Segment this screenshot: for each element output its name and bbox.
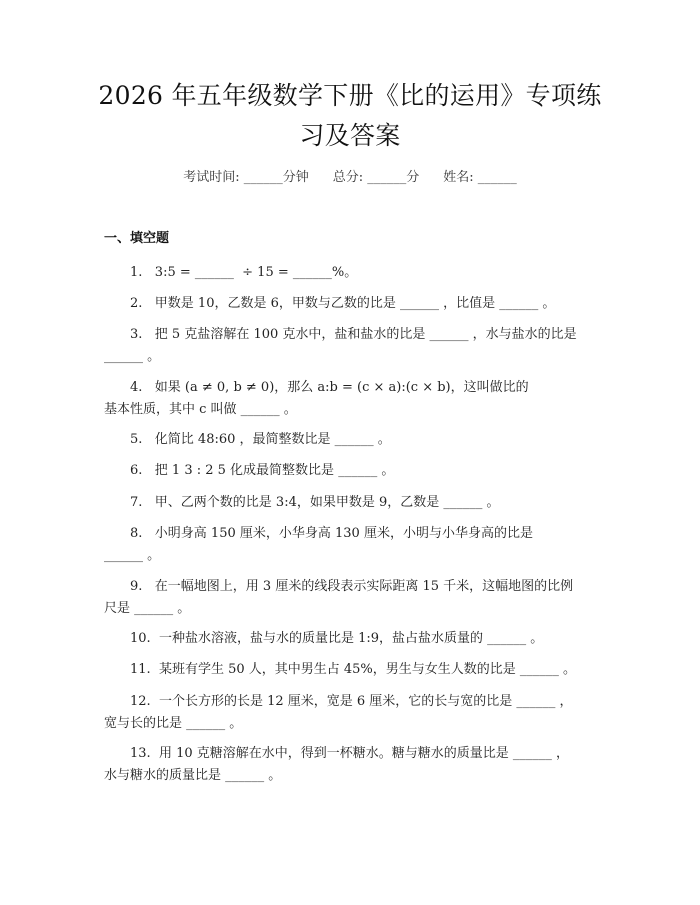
question-3-line-1: 3. 把 5 克盐溶解在 100 克水中，盐和盐水的比是 ______ ，水与盐水的比是 (130, 327, 577, 342)
question-1-line-1: 1. 3:5 = ______ ÷ 15 = ______%。 (130, 265, 358, 280)
question-8 (104, 523, 604, 567)
question-10-line-1: 10. 一种盐水溶液，盐与水的质量比是 1:9，盐占盐水质量的 ______ 。 (130, 631, 544, 646)
question-9-line-1: 9. 在一幅地图上，用 3 厘米的线段表示实际距离 15 千米，这幅地图的比例 (130, 579, 574, 594)
question-9 (104, 576, 604, 620)
question-4 (104, 377, 604, 421)
question-13-line-1: 13. 用 10 克糖溶解在水中，得到一杯糖水。糖与糖水的质量比是 ______ ， (130, 746, 570, 761)
student-name: 姓名: ______ (443, 170, 517, 185)
question-4-line-2: 基本性质，其中 c 叫做 ______ 。 (104, 402, 297, 417)
question-11-line-1: 11. 某班有学生 50 人，其中男生占 45%，男生与女生人数的比是 ______ 。 (130, 662, 577, 677)
question-11 (104, 659, 604, 681)
question-7-line-1: 7. 甲、乙两个数的比是 3:4，如果甲数是 9，乙数是 ______ 。 (130, 495, 500, 510)
question-9-line-2: 尺是 ______ 。 (104, 601, 191, 616)
exam-time: 考试时间: ______分钟 (183, 170, 309, 185)
question-2-line-1: 2. 甲数是 10，乙数是 6，甲数与乙数的比是 ______ ，比值是 ______ 。 (130, 296, 556, 311)
question-13-line-2: 水与糖水的质量比是 ______ 。 (104, 768, 282, 783)
question-3-line-2: ______ 。 (104, 349, 161, 364)
question-2 (104, 293, 604, 315)
question-1 (104, 262, 604, 284)
title-line-1: 2026 年五年级数学下册《比的运用》专项练 (98, 81, 602, 110)
question-8-line-2: ______ 。 (104, 548, 161, 563)
question-12-line-1: 12. 一个长方形的长是 12 厘米，宽是 6 厘米，它的长与宽的比是 ______ ， (130, 694, 573, 709)
question-8-line-1: 8. 小明身高 150 厘米，小华身高 130 厘米，小明与小华身高的比是 (130, 526, 533, 541)
section-heading: 一、填空题 (104, 231, 170, 246)
total-score: 总分: ______分 (332, 170, 420, 185)
question-5-line-1: 5. 化简比 48:60 ，最简整数比是 ______ 。 (130, 432, 391, 447)
title-line-2: 习及答案 (299, 121, 401, 150)
question-6 (104, 460, 604, 482)
question-10 (104, 628, 604, 650)
question-13 (104, 743, 604, 787)
question-5 (104, 429, 604, 451)
question-4-line-1: 4. 如果 (a ≠ 0, b ≠ 0)，那么 a:b = (c × a):(c × b)，这叫做比的 (130, 380, 529, 395)
question-6-line-1: 6. 把 1 3 : 2 5 化成最简整数比是 ______ 。 (130, 463, 395, 478)
exam-meta (0, 169, 700, 187)
question-7 (104, 492, 604, 514)
question-3 (104, 324, 604, 368)
question-12 (104, 691, 604, 735)
question-12-line-2: 宽与长的比是 ______ 。 (104, 716, 243, 731)
page-title (80, 76, 620, 156)
